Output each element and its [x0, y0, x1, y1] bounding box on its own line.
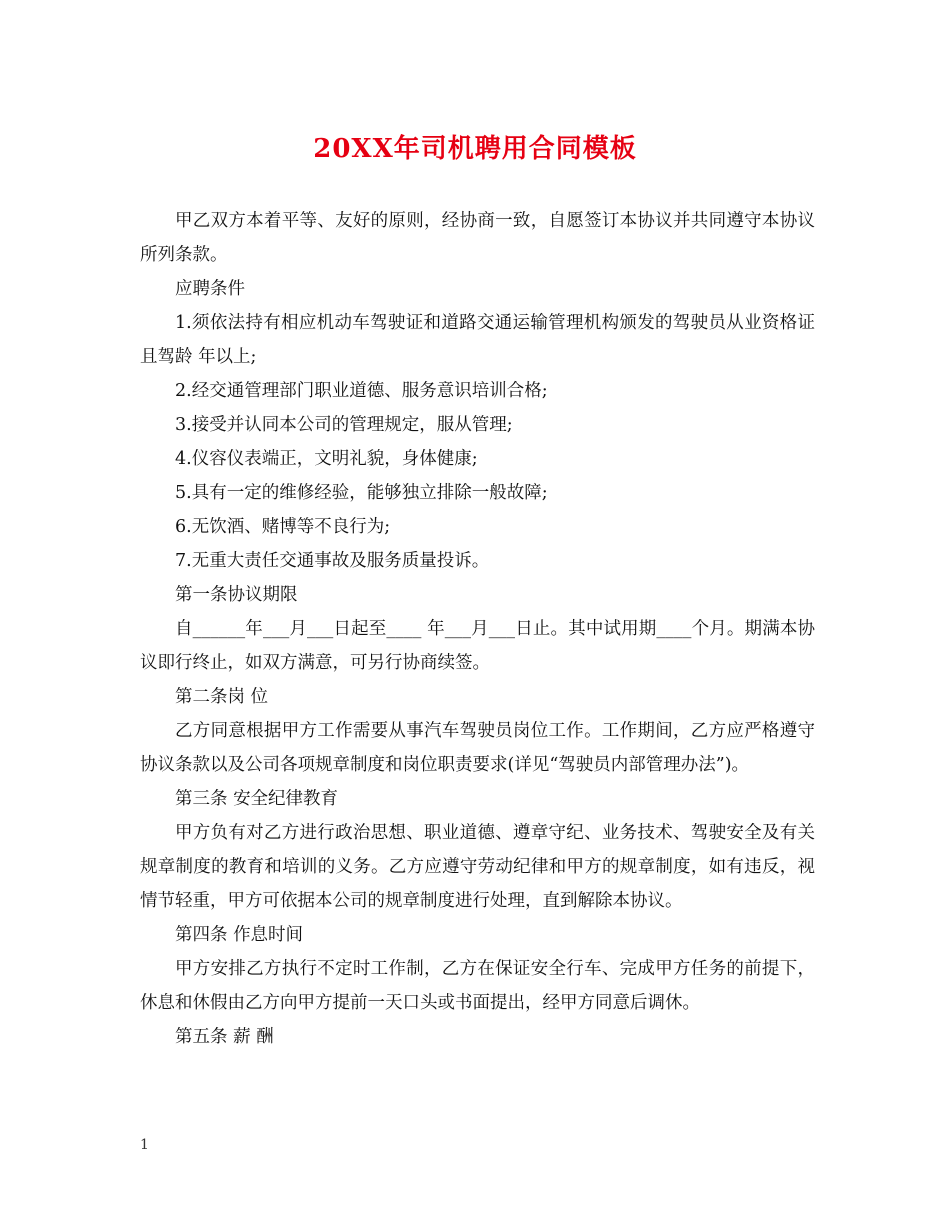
requirement-item: 1.须依法持有相应机动车驾驶证和道路交通运输管理机构颁发的驾驶员从业资格证且驾龄 年以上;: [140, 313, 815, 367]
page-number: 1: [140, 1137, 149, 1153]
requirement-item: 3.接受并认同本公司的管理规定，服从管理;: [175, 415, 513, 435]
requirement-item: 4.仪容仪表端正，文明礼貌，身体健康;: [175, 449, 478, 469]
article-heading: 第二条岗 位: [175, 687, 269, 707]
article-heading: 第四条 作息时间: [175, 925, 304, 945]
article-body: 乙方同意根据甲方工作需要从事汽车驾驶员岗位工作。工作期间，乙方应严格遵守协议条款以及公司各项规章制度和岗位职责要求(详见“驾驶员内部管理办法”)。: [140, 721, 815, 775]
requirement-item: 5.具有一定的维修经验，能够独立排除一般故障;: [175, 483, 548, 503]
article-heading: 第一条协议期限: [175, 585, 298, 605]
article-heading: 第五条 薪 酬: [175, 1027, 274, 1047]
article-heading: 第三条 安全纪律教育: [175, 789, 339, 809]
requirement-item: 7.无重大责任交通事故及服务质量投诉。: [175, 551, 490, 571]
heading-requirements: 应聘条件: [175, 279, 245, 299]
document-title: 20XX年司机聘用合同模板: [313, 134, 637, 164]
requirement-item: 6.无饮酒、赌博等不良行为;: [175, 517, 391, 537]
paragraph-intro: 甲乙双方本着平等、友好的原则，经协商一致，自愿签订本协议并共同遵守本协议所列条款。: [140, 211, 815, 265]
document-body: [140, 204, 815, 1054]
requirement-item: 2.经交通管理部门职业道德、服务意识培训合格;: [175, 381, 548, 401]
article-body: 甲方负有对乙方进行政治思想、职业道德、遵章守纪、业务技术、驾驶安全及有关规章制度的教育和培训的义务。乙方应遵守劳动纪律和甲方的规章制度，如有违反，视情节轻重，甲方可依据本公司的规章制度进行处理，直到解除本协议。: [140, 823, 815, 911]
article-body: 自______年___月___日起至____ 年___月___日止。其中试用期____个月。期满本协议即行终止，如双方满意，可另行协商续签。: [140, 619, 815, 673]
article-body: 甲方安排乙方执行不定时工作制，乙方在保证安全行车、完成甲方任务的前提下，休息和休假由乙方向甲方提前一天口头或书面提出，经甲方同意后调休。: [140, 959, 815, 1013]
